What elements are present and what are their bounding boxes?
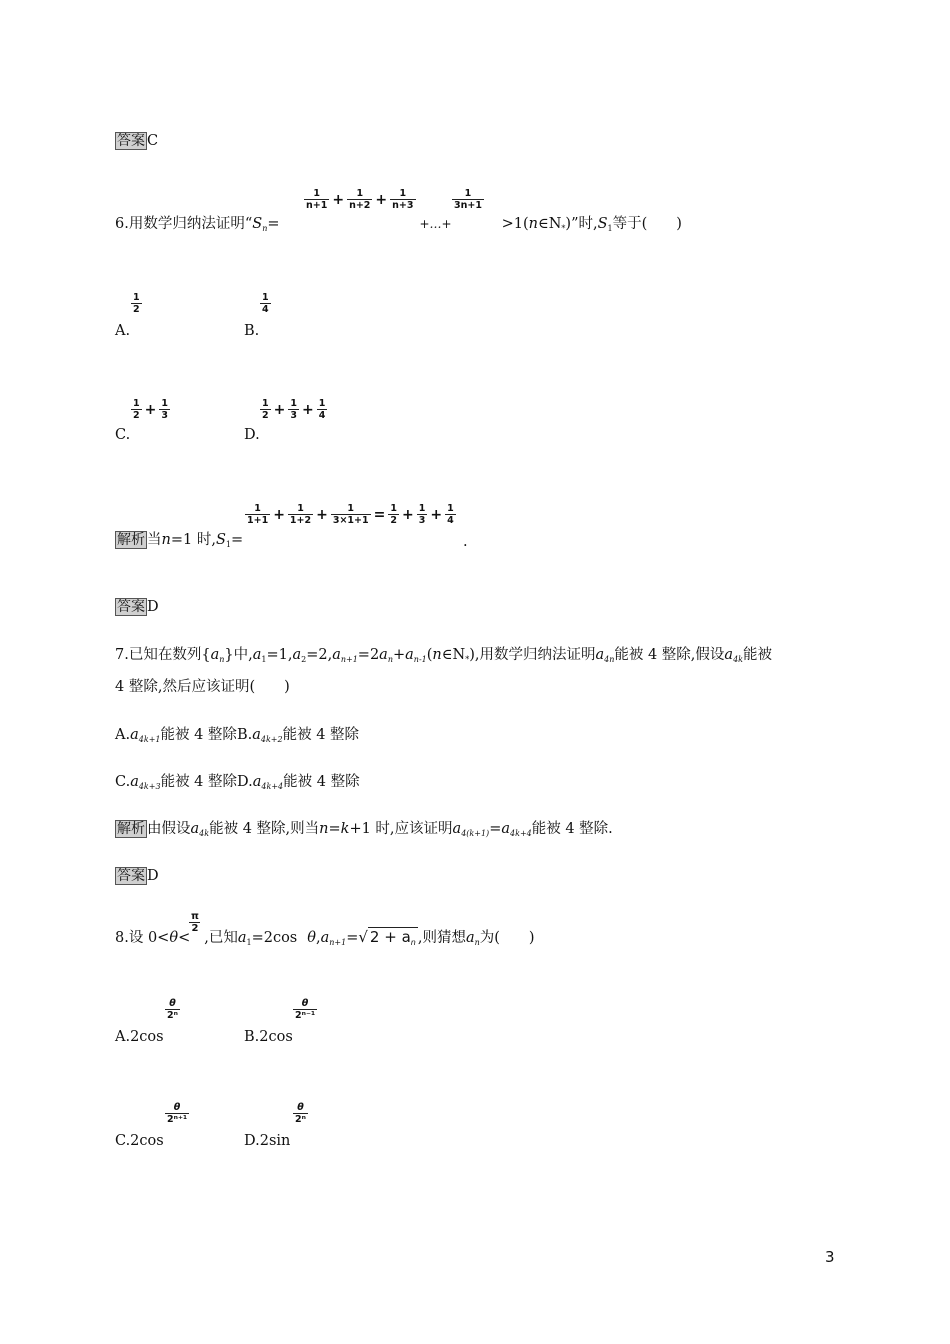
q7-options-cd: $C.a_{4k+3}$能被 4 整除$D.a_{4k+4}$能被 4 整除 [115, 774, 360, 791]
q8-option-b-frac: $\frac{\theta}{\text{2ⁿ⁻¹}}$ [295, 998, 316, 1021]
answer-value: D [147, 868, 159, 884]
option-a-label: A. [115, 323, 131, 339]
fraction: $\frac{1}{n+2}$ [349, 188, 371, 211]
plus-sign: + [332, 191, 345, 208]
q8-option-c-frac: $\frac{\theta}{\text{2ⁿ⁺¹}}$ [167, 1102, 188, 1125]
answer-tag: 答案 [117, 868, 145, 884]
option-d-fraction: $\frac{1}{2}$ + $\frac{1}{3}$ + $\frac{1}{4}$ [262, 398, 326, 421]
q6-series-formula [303, 188, 417, 211]
q7-options-ab: $A.a_{4k+1}$能被 4 整除$B.a_{4k+2}$能被 4 整除 [115, 727, 360, 744]
q8-option-d-frac: $\frac{\theta}{\text{2ⁿ}}$ [295, 1102, 306, 1125]
plus-sign: + [375, 191, 388, 208]
answer-value: C [147, 133, 159, 149]
analysis-6-formula: $\frac{1}{1+1}$ + $\frac{1}{1+2}$ + $\frac{1}{3\times 1+1}$ = $\frac{1}{2}$ + $\frac{1}{3}$ + $\frac{1}{4}$ [247, 503, 454, 526]
answer-line-q5 [115, 131, 158, 151]
q8-option-d-label: D.2sin [244, 1133, 291, 1149]
option-c-label: C. [115, 427, 131, 443]
q8-option-a-frac: $\frac{\theta}{\text{2ⁿ}}$ [167, 998, 178, 1021]
analysis-tag: 解析 [117, 821, 145, 837]
question-8-stem: 8.设 0<θ< ,已知$a_1=2\cos$ $\theta,a_{n+1}=√$ $2 + a_n$ ,则猜想$a_n$为( ) [115, 928, 535, 947]
answer-value: D [147, 599, 159, 615]
answer-tag: 答案 [117, 599, 145, 615]
option-c-fraction: $\frac{1}{2}$ + $\frac{1}{3}$ [133, 398, 168, 421]
fraction: $\frac{1}{n+1}$ [306, 188, 328, 211]
q8-option-c-label: C.2cos [115, 1133, 164, 1149]
q8-option-a-label: A.2cos [115, 1029, 164, 1045]
fraction: $\frac{1}{n+3}$ [392, 188, 414, 211]
answer-line-q6 [115, 597, 159, 617]
analysis-7-line: 解析 由假设$a_{4k}$能被 4 整除,则当n=k+1 时,应该证明$a_{4(k+1)}=a_{4k+4}$能被 4 整除. [117, 821, 613, 838]
option-d-label: D. [244, 427, 260, 443]
analysis-tag: 解析 [117, 532, 145, 548]
fraction: $\frac{1}{3n+1}$ [454, 188, 482, 211]
q6-last-term [451, 188, 485, 211]
analysis-6-line: 解析 当n=1 时$,S_1=$ [117, 532, 244, 549]
question-6-stem: 6.用数学归纳法证明“$S_n=$ +…+ $>1(n\in N_*)$”时$,S_1$等于( ) [115, 216, 682, 233]
analysis-6-period: . [463, 534, 468, 550]
answer-tag: 答案 [117, 133, 145, 149]
option-a-fraction: $\frac{1}{2}$ [133, 292, 140, 315]
option-b-label: B. [244, 323, 260, 339]
q8-pi-over-2: $\frac{\pi}{2}$ [191, 911, 199, 934]
question-7-line-2: 4 整除,然后应该证明( ) [115, 679, 290, 695]
option-b-fraction: $\frac{1}{4}$ [262, 292, 269, 315]
q8-option-b-label: B.2cos [244, 1029, 293, 1045]
sqrt-expression: √ $2 + a_n$ [358, 928, 416, 947]
page-number: 3 [825, 1248, 835, 1266]
question-7-line-1: 7.已知在数列$\{a_n\}$中$,a_1=1,a_2=2,a_{n+1}=2a_n+a_{n-1}(n\in N_*)$,用数学归纳法证明$a_{4n}$能被 4 整除,假设$a_{4k}$能被 [115, 647, 773, 664]
answer-line-q7 [115, 866, 159, 886]
